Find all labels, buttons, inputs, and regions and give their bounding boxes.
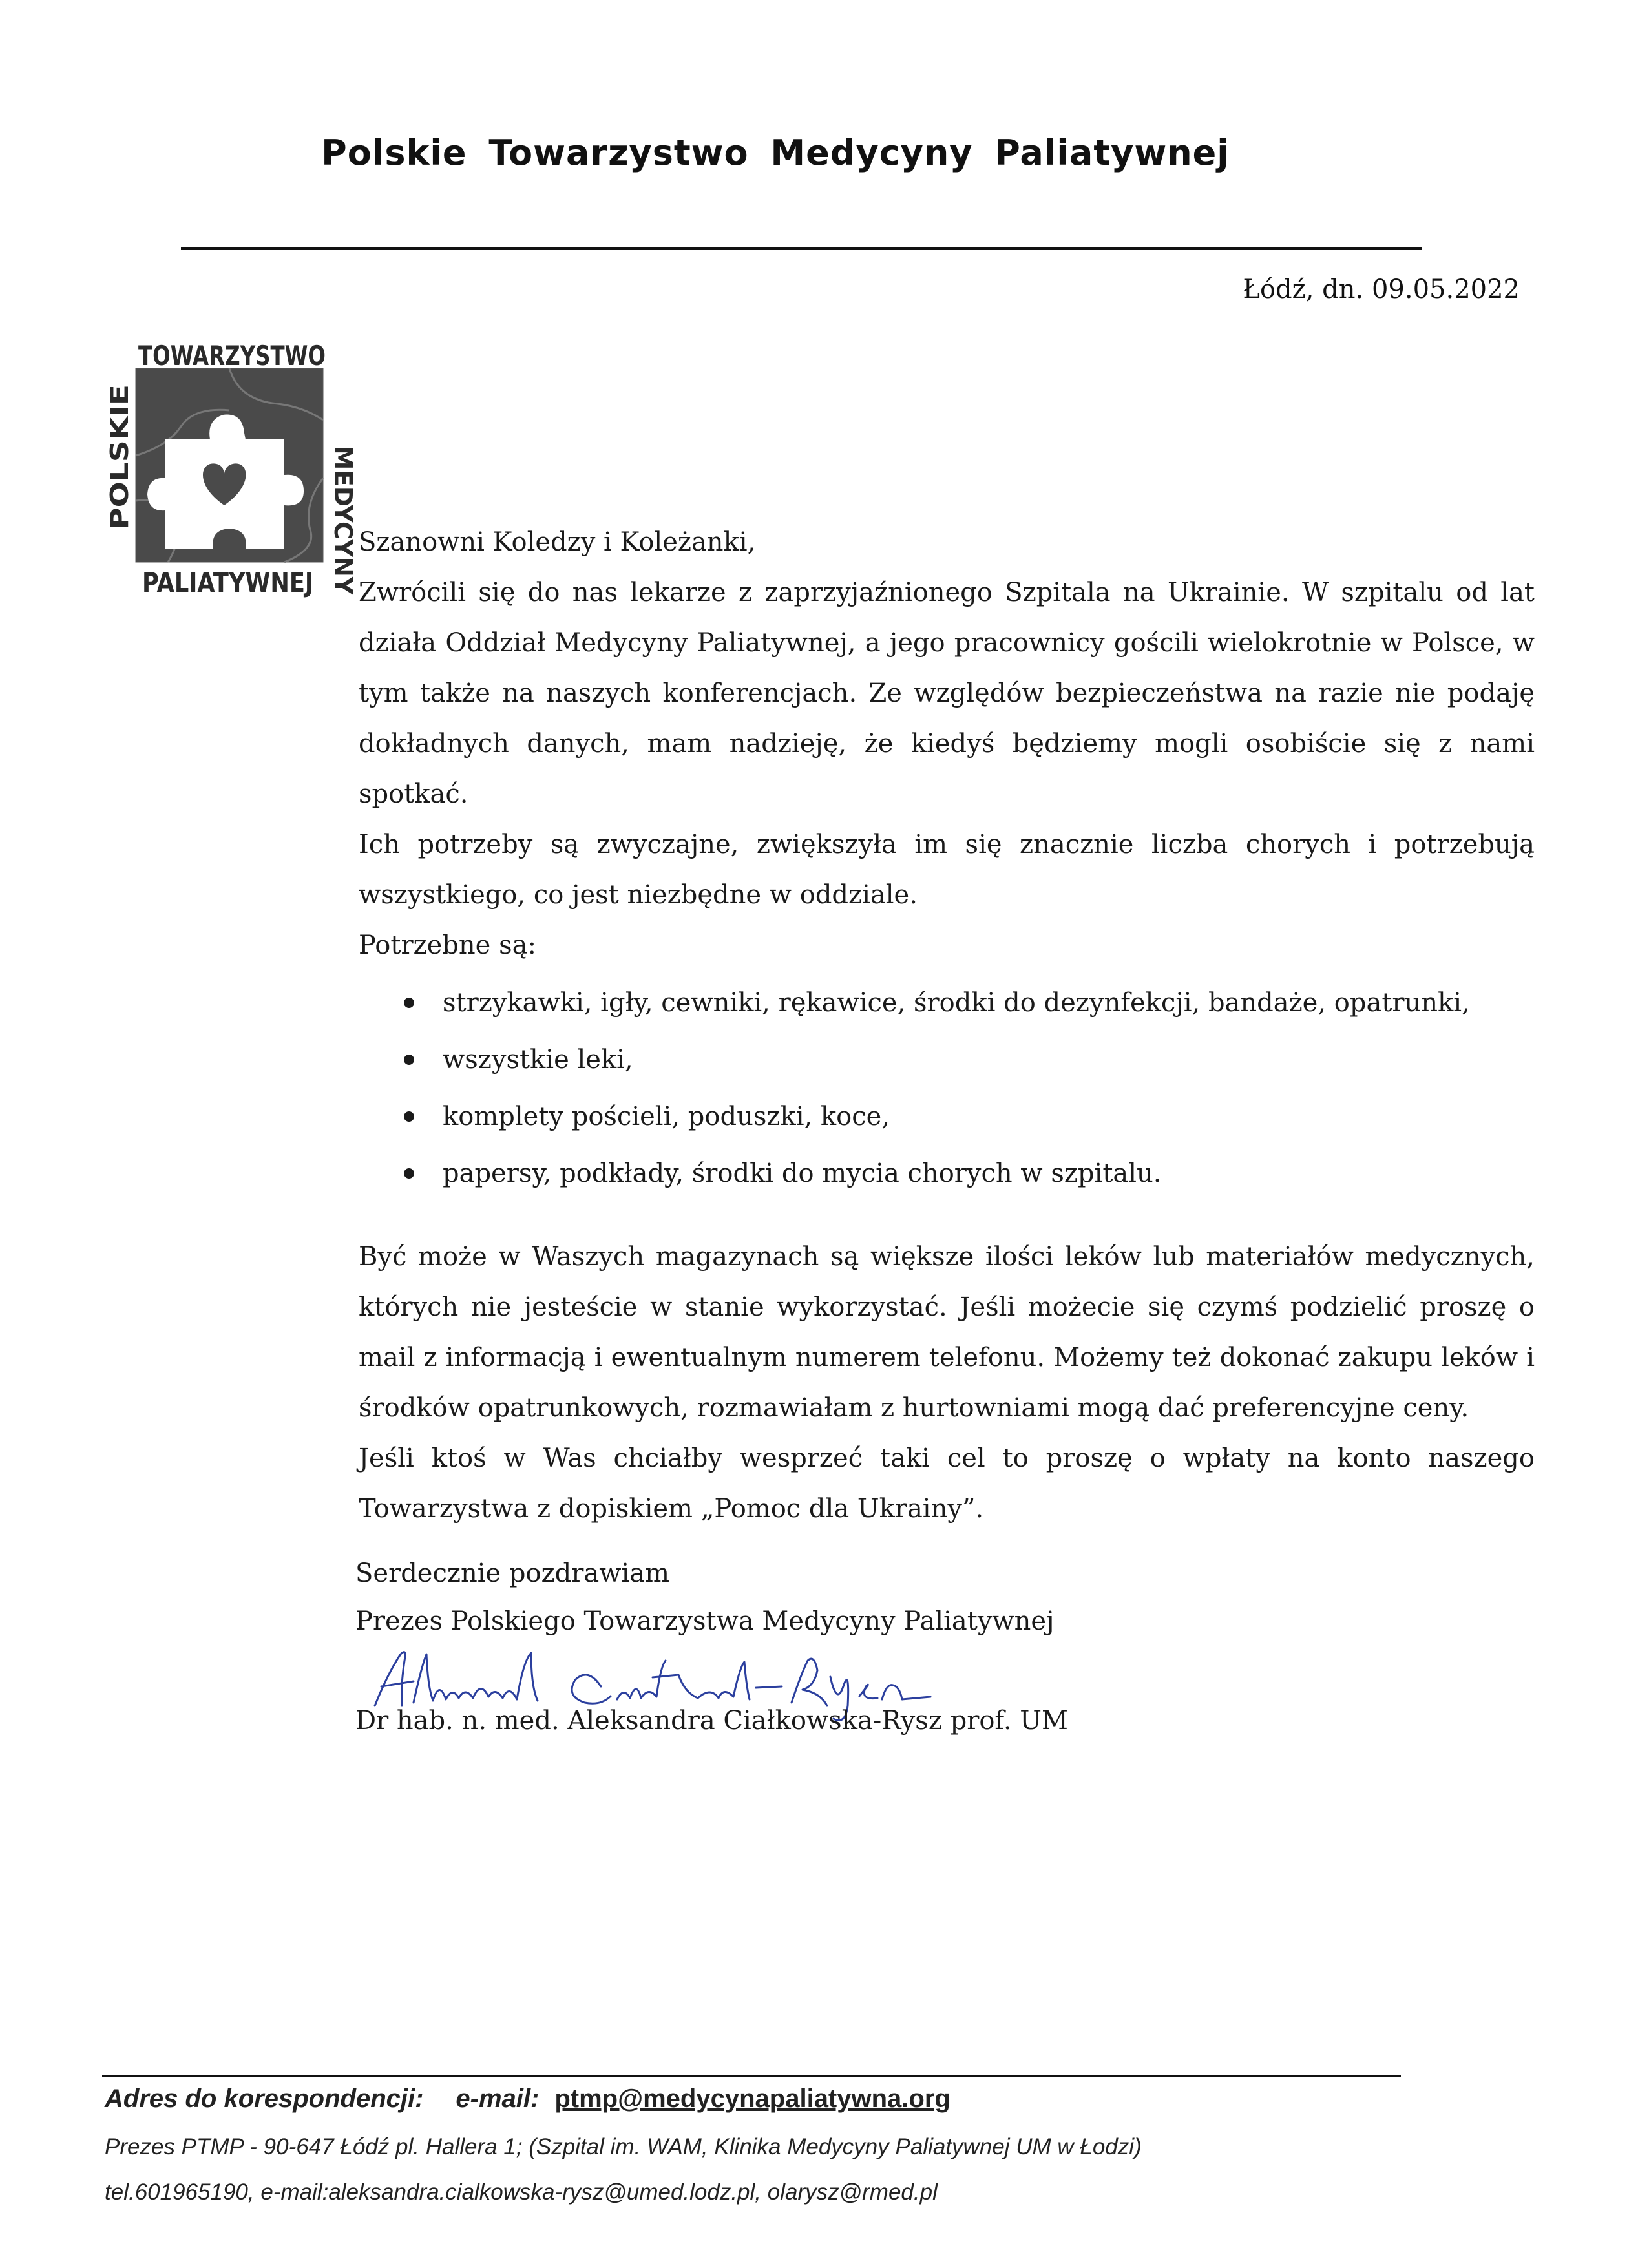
list-item: papersy, podkłady, środki do mycia chorych w szpitalu. <box>404 1145 1535 1202</box>
letter-paragraph-1: Zwrócili się do nas lekarze z zaprzyjaźnionego Szpitala na Ukrainie. W szpitalu od lat działa Oddział Medycyny Paliatywnej, a jego pracownicy gościli wielokrotnie w Polsce, w tym także na naszych konferencjach. Ze względów bezpieczeństwa na razie nie podaję dokładnych danych, mam nadzieję, że kiedyś będziemy mogli osobiście się z nami spotkać. <box>359 578 1535 809</box>
letter-paragraph-2: Ich potrzeby są zwyczajne, zwiększyła im się znacznie liczba chorych i potrzebują wszystkiego, co jest niezbędne w oddziale. <box>359 830 1535 910</box>
list-item: strzykawki, igły, cewniki, rękawice, środki do dezynfekcji, bandaże, opatrunki, <box>404 974 1535 1031</box>
bullet-icon <box>404 1168 414 1179</box>
signatory-role: Prezes Polskiego Towarzystwa Medycyny Paliatywnej <box>355 1606 1055 1636</box>
logo-text-left: POLSKIE <box>105 412 134 530</box>
list-item: komplety pościeli, poduszki, koce, <box>404 1088 1535 1145</box>
needs-intro: Potrzebne są: <box>359 930 536 960</box>
letter-paragraph-3: Być może w Waszych magazynach są większe ilości leków lub materiałów medycznych, których nie jesteście w stanie wykorzystać. Jeśli możecie się czymś podzielić proszę o mail z informacją i ewentualnym numerem telefonu. Możemy też dokonać zakupu leków i środków opatrunkowych, rozmawiałam z hurtowniami mogą dać preferencyjne ceny. <box>359 1242 1535 1423</box>
bullet-icon <box>404 1111 414 1122</box>
footer-contact-line: tel.601965190, e-mail:aleksandra.cialkowska-rysz@umed.lodz.pl, olarysz@rmed.pl <box>105 2179 938 2205</box>
organization-title: Polskie Towarzystwo Medycyny Paliatywnej <box>321 132 1230 173</box>
footer-president-address: Prezes PTMP - 90-647 Łódź pl. Hallera 1; (Szpital im. WAM, Klinika Medycyny Paliatywnej UM w Łodzi) <box>105 2134 1142 2159</box>
letter-footer <box>105 2084 1462 2215</box>
logo-text-bottom: PALIATYWNEJ <box>142 567 313 598</box>
list-item: wszystkie leki, <box>404 1031 1535 1088</box>
footer-divider <box>102 2075 1401 2077</box>
letter-date: Łódź, dn. 09.05.2022 <box>1243 275 1520 304</box>
logo-text-top: TOWARZYSTWO <box>138 340 326 372</box>
signatory-name: Dr hab. n. med. Aleksandra Ciałkowska-Rysz prof. UM <box>355 1706 1068 1736</box>
ptmp-logo <box>90 336 357 614</box>
letter-body <box>359 517 1535 1534</box>
letter-paragraph-4: Jeśli ktoś w Was chciałby wesprzeć taki cel to proszę o wpłaty na konto naszego Towarzystwa z dopiskiem „Pomoc dla Ukrainy”. <box>359 1444 1535 1524</box>
closing-greeting: Serdecznie pozdrawiam <box>355 1559 670 1588</box>
footer-address-line <box>105 2084 1462 2125</box>
footer-email-link[interactable]: ptmp@medycynapaliatywna.org <box>554 2084 951 2113</box>
header-divider <box>181 247 1422 250</box>
bullet-icon <box>404 1055 414 1065</box>
footer-email-label: e-mail: <box>456 2084 540 2113</box>
letter-greeting: Szanowni Koledzy i Koleżanki, <box>359 527 756 557</box>
letter-closing <box>355 1549 1260 1645</box>
logo-text-right: MEDYCYNY <box>329 446 357 597</box>
footer-label: Adres do korespondencji: <box>105 2084 424 2113</box>
needs-list <box>359 974 1535 1202</box>
bullet-icon <box>404 998 414 1008</box>
